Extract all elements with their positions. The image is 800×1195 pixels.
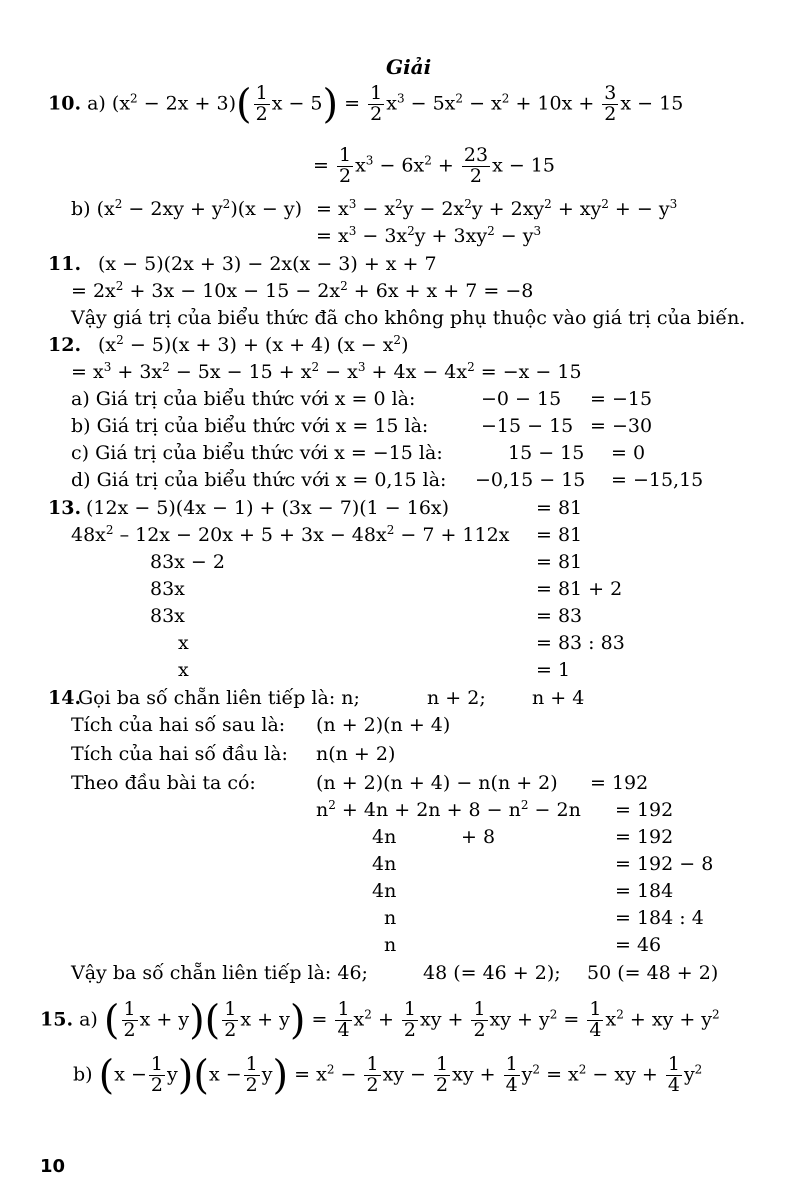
problem-14-rhs: = 192 [615,826,674,848]
problem-14-rhs: = 184 [615,880,674,902]
problem-13-lhs: 83x [150,578,185,600]
fraction: $\frac{23}{2}$ [463,144,489,187]
problem-10-part-b-line2: = $x^3 - 3x^2y + 3xy^2 - y^3$ [316,224,542,247]
expr: = [344,92,367,115]
expr: x − 15 [620,92,684,115]
problem-12-row-expr: −15 − 15 [481,415,574,437]
problem-13-rhs: = 83 [536,605,583,627]
problem-13-rhs: = 1 [536,659,571,681]
problem-14-rhs: = 184 : 4 [615,907,704,929]
expr: − 5x [404,92,456,115]
exponent: 2 [455,91,464,106]
problem-13-lhs: x [178,632,189,654]
problem-number: 13. [48,497,82,519]
problem-14-lhs: 4n [372,853,397,875]
problem-12-line2: = $x^3 + 3x^2 - 5x - 15 + x^2 - x^3 + 4x - 4x^2 = -x - 15$ [71,360,582,383]
problem-10-part-b-lhs: b) $(x^2 - 2xy + y^2)(x - y)$ [71,197,302,220]
problem-14-lhs: 4n [372,880,397,902]
part-label: a) [87,92,106,115]
problem-14-lhs: + 8 [461,826,496,848]
problem-14-lhs: 4n [372,826,397,848]
problem-13-line2: $48x^2 - 12x - 20x + 5 + 3x - 48x^2 - 7 + 112x$ [71,523,510,546]
part-label: a) [79,1008,98,1031]
problem-14-label: Theo đầu bài ta có: [71,772,256,794]
problem-14-rhs: = 46 [615,934,662,956]
problem-11-line1: (x − 5)(2x + 3) − 2x(x − 3) + x + 7 [98,253,437,275]
problem-14-intro: n + 4 [532,687,585,709]
problem-10-part-b-line1: = $x^3 - x^2y - 2x^2y + 2xy^2 + xy^2$ + − $y^3$ [316,197,678,220]
exponent: 2 [501,91,510,106]
problem-14-conclusion: 48 (= 46 + 2); [423,962,561,984]
problem-14-intro: Gọi ba số chẵn liên tiếp là: n; [78,687,360,709]
fraction: $\frac{1}{2}$ [255,82,268,125]
problem-12-row-expr: −0 − 15 [481,388,562,410]
problem-14-label: Tích của hai số sau là: [71,714,286,736]
problem-14-intro: n + 2; [427,687,486,709]
problem-14-value: n(n + 2) [316,743,396,765]
problem-14-lhs: n [384,907,397,929]
problem-number: 10. [48,92,82,115]
problem-number: 14. [48,687,82,709]
problem-12-row-label: c) Giá trị của biểu thức với x = −15 là: [71,442,443,464]
problem-11-conclusion: Vậy giá trị của biểu thức đã cho không phụ thuộc vào giá trị của biến. [71,307,746,329]
problem-12-row-expr: 15 − 15 [508,442,585,464]
problem-14-conclusion: 50 (= 48 + 2) [587,962,719,984]
exponent: 3 [396,91,405,106]
problem-15-part-a: 15. a) ( $\frac{1}{2}$ x + y)( $\frac{1}{2}$ x + y) = $\frac{1}{4}$ $x^2$ + $\frac{1}{2}$ xy + $\frac{1}{2}$ xy + $y^2$ = $\frac{1}{4}$ $x^2$ + xy + $y^2$ [40,997,720,1044]
problem-14-lhs: n [384,934,397,956]
expr: − x [463,92,502,115]
expr: + 10x + [509,92,601,115]
problem-14-rhs: = 192 [590,772,649,794]
problem-11-line2: = $2x^2 + 3x - 10x - 15 - 2x^2 + 6x + x + 7 = -8$ [71,279,534,302]
problem-number: 12. [48,334,82,356]
problem-10-part-a-line2: = $\frac{1}{2}$ $x^3 - 6x^2$ + $\frac{23}{2}$ x − 15 [313,144,555,187]
problem-10-part-a-line1 [48,81,684,128]
fraction: $\frac{1}{2}$ [370,82,383,125]
problem-14-conclusion: Vậy ba số chẵn liên tiếp là: 46; [71,962,368,984]
problem-12-row-label: d) Giá trị của biểu thức với x = 0,15 là: [71,469,447,491]
expr: x [386,92,397,115]
section-title: Giải [386,55,432,79]
exponent: 2 [130,91,138,106]
problem-number: 11. [48,253,82,275]
problem-12-row-result: = 0 [611,442,646,464]
problem-14-line5: $n^2 + 4n + 2n + 8 - n^2 - 2n$ [316,798,581,821]
problem-12-row-label: a) Giá trị của biểu thức với x = 0 là: [71,388,416,410]
problem-14-value: (n + 2)(n + 4) [316,714,451,736]
problem-13-rhs: = 81 [536,497,583,519]
page-number: 10 [40,1156,66,1177]
problem-12-line1: $(x^2 - 5)(x + 3) + (x + 4) (x - x^2)$ [98,333,409,356]
problem-15-part-b: b) (x − $\frac{1}{2}$ y)(x − $\frac{1}{2}$ $y) = x^2$ − $\frac{1}{2}$ xy − $\frac{1}{2}$ xy + $\frac{1}{4}$ $y^2 = x^2$ − xy + $\frac{1}{4}$ $y^2$ [73,1052,703,1099]
problem-14-rhs: = 192 − 8 [615,853,714,875]
fraction: $\frac{3}{2}$ [604,82,617,125]
right-paren: ) [322,81,339,128]
problem-13-rhs: = 83 : 83 [536,632,625,654]
problem-number: 15. [40,1008,74,1031]
problem-12-row-label: b) Giá trị của biểu thức với x = 15 là: [71,415,429,437]
left-paren: ( [236,81,252,128]
problem-13-rhs: = 81 + 2 [536,578,623,600]
problem-13-line1: (12x − 5)(4x − 1) + (3x − 7)(1 − 16x) [86,497,450,519]
problem-12-row-expr: −0,15 − 15 [475,469,586,491]
problem-14-value: (n + 2)(n + 4) − n(n + 2) [316,772,558,794]
problem-13-lhs: 83x [150,605,185,627]
problem-13-rhs: = 81 [536,551,583,573]
fraction: $\frac{1}{2}$ [338,144,352,187]
problem-13-rhs: = 81 [536,524,583,546]
expr: − 2x + 3) [137,92,236,115]
problem-12-row-result: = −15,15 [611,469,704,491]
problem-14-rhs: = 192 [615,799,674,821]
problem-12-row-result: = −30 [590,415,653,437]
problem-13-lhs: 83x − 2 [150,551,225,573]
expr: x − 5 [271,92,323,115]
problem-14-label: Tích của hai số đầu là: [71,743,288,765]
part-label: b) [73,1063,93,1086]
expr: (x [111,92,131,115]
problem-12-row-result: = −15 [590,388,653,410]
problem-13-lhs: x [178,659,189,681]
